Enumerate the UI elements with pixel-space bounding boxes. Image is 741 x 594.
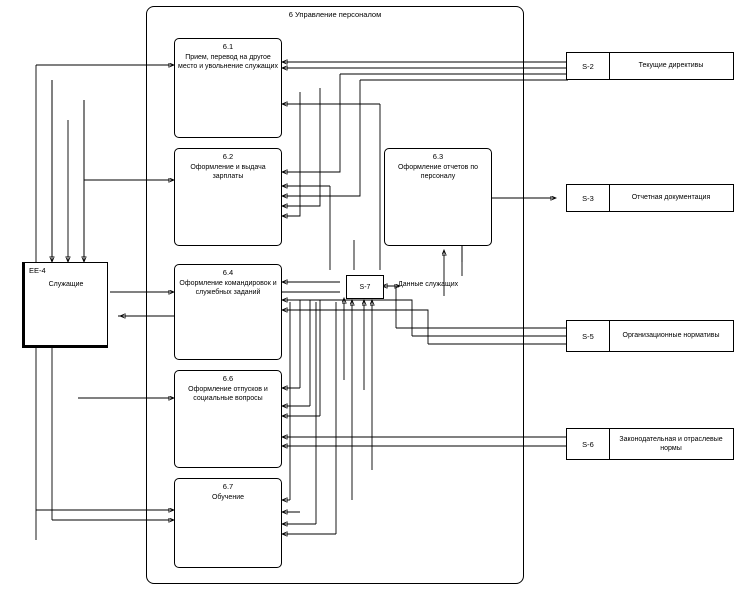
- process-6-6[interactable]: [174, 370, 282, 468]
- datastore-s2[interactable]: [566, 52, 734, 80]
- datastore-s6-label: Законодательная и отраслевые нормы: [619, 435, 723, 452]
- process-6-3-number: 6.3: [432, 152, 444, 161]
- datastore-s2-label: Текущие директивы: [638, 62, 704, 70]
- process-6-7[interactable]: [174, 478, 282, 568]
- external-entity-ee4-code: EE-4: [29, 266, 46, 275]
- process-6-1-number: 6.1: [222, 42, 234, 51]
- process-6-2[interactable]: [174, 148, 282, 246]
- process-6-1-title: Прием, перевод на другое место и увольнение служащих: [178, 54, 278, 71]
- external-entity-ee4-label: Служащие: [48, 281, 84, 288]
- process-6-7-number: 6.7: [222, 482, 234, 491]
- datastore-s5-code: S-5: [567, 321, 610, 351]
- datastore-s3[interactable]: [566, 184, 734, 212]
- external-entity-ee4[interactable]: [22, 262, 108, 348]
- process-6-2-title: Оформление и выдача зарплаты: [190, 164, 266, 181]
- datastore-s7-code-label: S-7: [359, 283, 371, 291]
- datastore-s6[interactable]: [566, 428, 734, 460]
- datastore-s5[interactable]: [566, 320, 734, 352]
- process-6-4-number: 6.4: [222, 268, 234, 277]
- boundary-title: 6 Управление персоналом: [288, 10, 382, 19]
- datastore-s2-code: S-2: [567, 53, 610, 79]
- process-6-3[interactable]: [384, 148, 492, 246]
- process-6-3-title: Оформление отчетов по персоналу: [397, 164, 478, 181]
- process-6-1[interactable]: [174, 38, 282, 138]
- process-6-4-title: Оформление командировок и служебных заданий: [179, 280, 277, 297]
- process-6-4[interactable]: [174, 264, 282, 360]
- process-6-7-title: Обучение: [211, 494, 244, 502]
- datastore-s3-label: Отчетная документация: [631, 194, 711, 202]
- datastore-s6-code: S-6: [567, 429, 610, 459]
- process-6-6-title: Оформление отпусков и социальные вопросы: [188, 386, 268, 403]
- datastore-s5-label: Организационные нормативы: [622, 332, 720, 340]
- datastore-s3-code: S-3: [567, 185, 610, 211]
- datastore-s7-code[interactable]: [346, 275, 384, 299]
- process-6-6-number: 6.6: [222, 374, 234, 383]
- process-6-2-number: 6.2: [222, 152, 234, 161]
- datastore-s7-label: Данные служащих: [398, 281, 459, 288]
